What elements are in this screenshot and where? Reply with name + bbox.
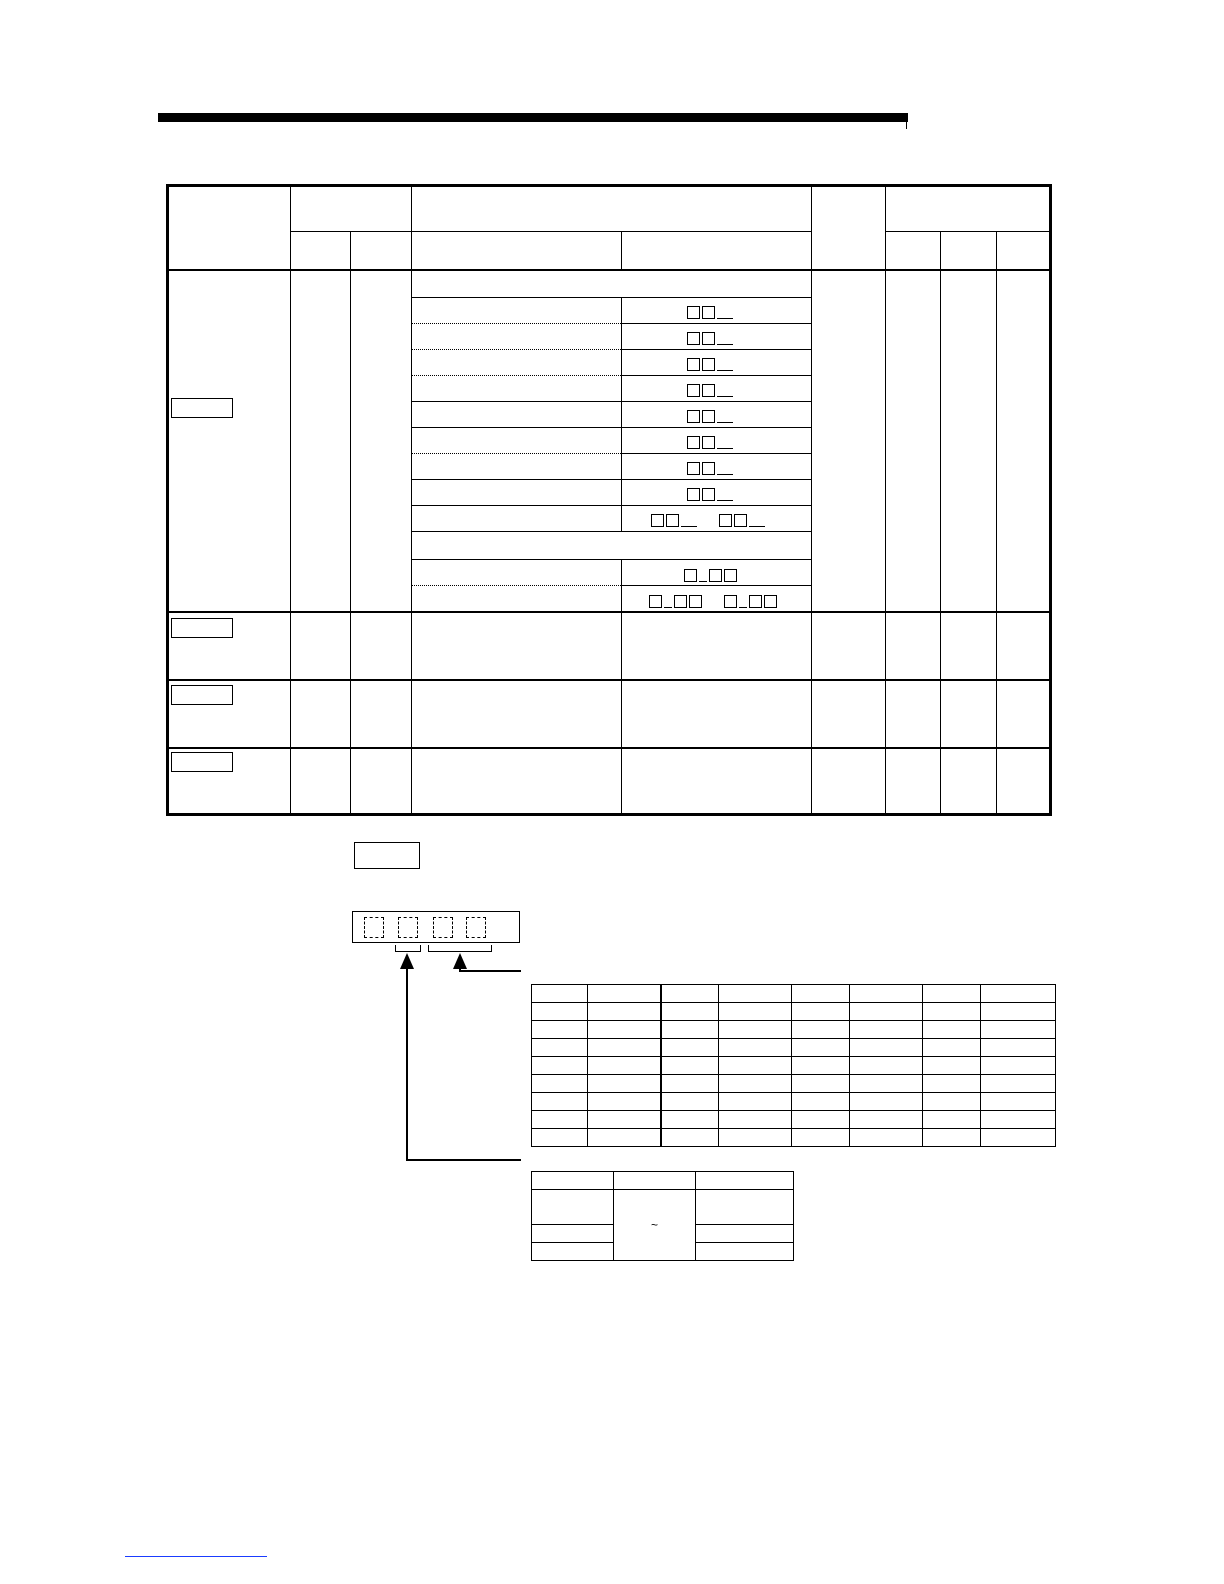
code-pattern [687, 303, 733, 319]
tilde-symbol: ~ [614, 1190, 696, 1261]
row-line [411, 401, 811, 402]
row-line [621, 585, 811, 586]
row-label-box [171, 685, 233, 705]
row-line-dotted [411, 323, 621, 324]
col-line-4-head [621, 231, 622, 270]
row-line [621, 349, 811, 350]
sub-col-line-a [621, 297, 622, 532]
sub-col-line-b [621, 559, 622, 813]
digit-square [398, 917, 418, 938]
table-row [532, 1172, 794, 1190]
footer-link-underline[interactable] [125, 1556, 267, 1557]
grid-table-2 [531, 1171, 794, 1261]
table-row [532, 1021, 1056, 1039]
col-line-6 [885, 187, 886, 813]
header-sub-line [290, 231, 811, 232]
note-box [354, 842, 420, 869]
body-row-line [169, 611, 1052, 613]
connector-line [406, 968, 408, 1161]
row-label-box [171, 398, 233, 418]
col-line-5 [811, 187, 812, 813]
table-row [532, 1111, 1056, 1129]
col-line-3 [411, 187, 412, 813]
row-line [411, 559, 811, 560]
col-line-8 [996, 231, 997, 813]
header-sub-line-right [885, 231, 1052, 232]
grid-table-1 [531, 984, 1056, 1147]
digit-box [352, 911, 520, 943]
header-bottom-line [169, 269, 1052, 271]
code-pattern [687, 329, 733, 345]
table-row [532, 1003, 1056, 1021]
row-line [621, 453, 811, 454]
row-line [411, 531, 811, 532]
row-line [411, 297, 811, 298]
digit-square [466, 917, 486, 938]
code-pattern [687, 381, 733, 397]
table-row [532, 1093, 1056, 1111]
row-line [411, 505, 811, 506]
main-table [166, 184, 1052, 816]
arrow-up-icon [453, 953, 467, 969]
header-rule [158, 113, 908, 122]
table-row [532, 1129, 1056, 1147]
col-line-7 [940, 231, 941, 813]
row-label-box [171, 752, 233, 772]
col-line-2 [350, 231, 351, 813]
body-row-line [169, 679, 1052, 681]
table-row [532, 1190, 794, 1225]
arrow-up-icon [400, 953, 414, 969]
row-line-dotted [411, 585, 621, 586]
body-row-line [169, 747, 1052, 749]
col-line-1 [290, 187, 291, 813]
row-line [621, 323, 811, 324]
row-label-box [171, 618, 233, 638]
table-row [532, 1039, 1056, 1057]
header-tick [906, 122, 907, 129]
row-line-dotted [411, 349, 621, 350]
code-pattern [687, 433, 733, 449]
code-pattern-alt [684, 566, 737, 582]
connector-line [406, 1159, 521, 1161]
digit-bracket-right [428, 945, 492, 952]
digit-square [433, 917, 453, 938]
row-line [411, 479, 811, 480]
code-pattern-range [651, 511, 765, 527]
row-line-dotted [411, 375, 621, 376]
table-row [532, 985, 1056, 1003]
row-line [621, 375, 811, 376]
table-row [532, 1075, 1056, 1093]
code-pattern [687, 407, 733, 423]
digit-bracket-left [395, 945, 421, 952]
code-pattern [687, 459, 733, 475]
digit-square [364, 917, 384, 938]
row-line-dotted [411, 453, 621, 454]
code-pattern [687, 355, 733, 371]
code-pattern [687, 485, 733, 501]
code-pattern-alt-range [649, 592, 777, 608]
connector-line [459, 970, 521, 972]
row-line [411, 427, 811, 428]
table-row [532, 1057, 1056, 1075]
